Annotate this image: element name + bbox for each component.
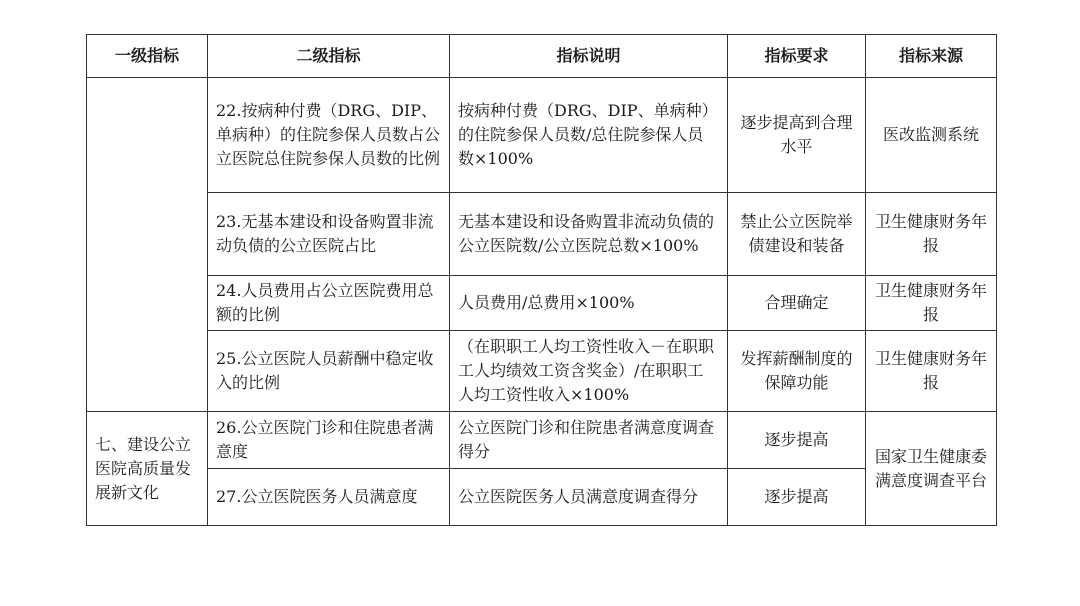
requirement-cell: 逐步提高 [728, 412, 866, 469]
level1-cell: 七、建设公立医院高质量发展新文化 [87, 412, 208, 526]
header-level1-indicator: 一级指标 [87, 35, 208, 78]
table-row [87, 331, 997, 412]
level1-cell [87, 78, 208, 412]
level2-cell: 22.按病种付费（DRG、DIP、单病种）的住院参保人员数占公立医院总住院参保人员数的比例 [208, 78, 450, 193]
source-cell: 卫生健康财务年报 [866, 276, 997, 331]
description-cell: 按病种付费（DRG、DIP、单病种）的住院参保人员数/总住院参保人员数×100% [450, 78, 728, 193]
table-row [87, 412, 997, 469]
level2-cell: 24.人员费用占公立医院费用总额的比例 [208, 276, 450, 331]
description-cell: 无基本建设和设备购置非流动负债的公立医院数/公立医院总数×100% [450, 193, 728, 276]
level2-cell: 26.公立医院门诊和住院患者满意度 [208, 412, 450, 469]
source-cell: 医改监测系统 [866, 78, 997, 193]
level2-cell: 27.公立医院医务人员满意度 [208, 469, 450, 526]
indicator-table [86, 34, 997, 526]
description-cell: 人员费用/总费用×100% [450, 276, 728, 331]
table-row [87, 78, 997, 193]
table-row [87, 469, 997, 526]
requirement-cell: 合理确定 [728, 276, 866, 331]
description-cell: 公立医院门诊和住院患者满意度调查得分 [450, 412, 728, 469]
table-header-row [87, 35, 997, 78]
table-row [87, 193, 997, 276]
requirement-cell: 发挥薪酬制度的保障功能 [728, 331, 866, 412]
source-cell: 卫生健康财务年报 [866, 331, 997, 412]
level2-cell: 23.无基本建设和设备购置非流动负债的公立医院占比 [208, 193, 450, 276]
header-indicator-requirement: 指标要求 [728, 35, 866, 78]
source-cell: 卫生健康财务年报 [866, 193, 997, 276]
description-cell: 公立医院医务人员满意度调查得分 [450, 469, 728, 526]
level2-cell: 25.公立医院人员薪酬中稳定收入的比例 [208, 331, 450, 412]
requirement-cell: 禁止公立医院举债建设和装备 [728, 193, 866, 276]
source-cell: 国家卫生健康委满意度调查平台 [866, 412, 997, 526]
header-indicator-description: 指标说明 [450, 35, 728, 78]
requirement-cell: 逐步提高 [728, 469, 866, 526]
header-indicator-source: 指标来源 [866, 35, 997, 78]
table-row [87, 276, 997, 331]
header-level2-indicator: 二级指标 [208, 35, 450, 78]
description-cell: （在职职工人均工资性收入－在职职工人均绩效工资含奖金）/在职职工人均工资性收入×100% [450, 331, 728, 412]
requirement-cell: 逐步提高到合理水平 [728, 78, 866, 193]
